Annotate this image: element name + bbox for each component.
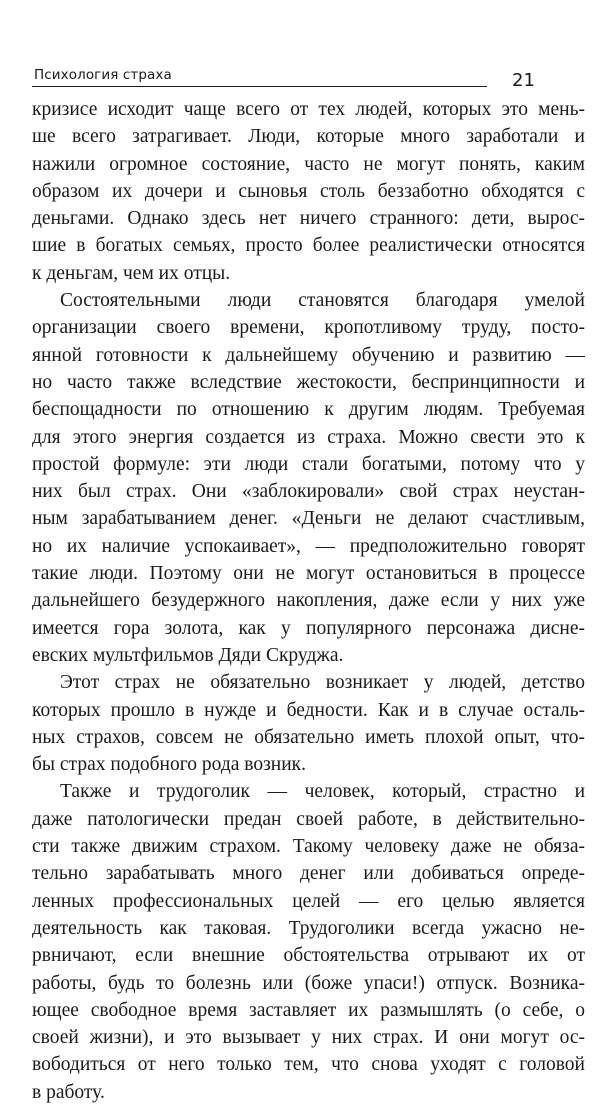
text-line: нажили огромное состояние, часто не могут понять, каким xyxy=(32,153,585,175)
text-line: ленных профессиональных целей — его целью является xyxy=(32,890,585,912)
running-title: Психология страха xyxy=(34,67,172,83)
text-line: имеется гора золота, как у популярного персонажа диснe- xyxy=(32,617,585,639)
text-line: в работу. xyxy=(32,1081,105,1103)
text-line: которых прошло в нужде и бедности. Как и в случае осталь- xyxy=(32,699,585,721)
text-line: евских мультфильмов Дяди Скруджа. xyxy=(32,644,344,666)
text-line: даже патологически предан своей работе, в действительно- xyxy=(32,808,585,830)
text-line: шие в богатых семьях, просто более реалистически относятся xyxy=(32,235,585,257)
text-line: работы, будь то болезнь или (боже упаси!) отпуск. Возника- xyxy=(32,972,585,994)
text-line: образом их дочери и сыновья столь беззаботно обходятся с xyxy=(32,180,585,202)
text-line: Состоятельными люди становятся благодаря умелой xyxy=(60,290,585,312)
text-line: организации своего времени, кропотливому труду, посто- xyxy=(32,317,585,339)
text-line: беспощадности по отношению к другим людям. Требуемая xyxy=(32,399,585,421)
text-line: рвничают, если внешние обстоятельства отрывают их от xyxy=(32,945,585,967)
paragraph xyxy=(32,96,585,287)
paragraph xyxy=(32,669,585,778)
text-line: них был страх. Они «заблокировали» свой страх неустан- xyxy=(32,481,585,503)
text-line: дальнейшего безудержного накопления, даже если у них уже xyxy=(32,590,585,612)
text-line: для этого энергия создается из страха. Можно свести это к xyxy=(32,426,585,448)
text-line: но часто также вследствие жестокости, беспринципности и xyxy=(32,371,585,393)
page-number: 21 xyxy=(512,70,535,91)
text-line: тельно зарабатывать много денег или добиваться опреде- xyxy=(32,863,585,885)
text-line: такие люди. Поэтому они не могут остановиться в процессе xyxy=(32,563,585,585)
running-header xyxy=(32,66,487,87)
text-line: ным зарабатыванием денег. «Деньги не делают счастливым, xyxy=(32,508,585,530)
text-line: к деньгам, чем их отцы. xyxy=(32,262,231,284)
text-line: но их наличие успокаивает», — предположительно говорят xyxy=(32,535,585,557)
text-line: янной готовности к дальнейшему обучению и развитию — xyxy=(32,344,585,366)
text-line: кризисе исходит чаще всего от тех людей, которых это мень- xyxy=(32,99,585,120)
text-line: сти также движим страхом. Такому человеку даже не обяза- xyxy=(32,836,585,858)
text-line: Этот страх не обязательно возникает у людей, детство xyxy=(60,672,585,694)
text-line: ше всего затрагивает. Люди, которые много заработали и xyxy=(32,126,585,148)
text-line: ющее свободное время заставляет их размышлять (о себе, о xyxy=(32,999,585,1021)
text-line: вободиться от него только тем, что снова уходят с головой xyxy=(32,1054,585,1076)
text-line: деятельность как таковая. Трудоголики всегда ужасно не- xyxy=(32,917,585,939)
paragraph xyxy=(32,778,585,1106)
text-line: простой формуле: эти люди стали богатыми, потому что у xyxy=(32,453,585,475)
text-line: ных страхов, совсем не обязательно иметь плохой опыт, что- xyxy=(32,726,585,748)
text-line: своей жизни), и это вызывает у них страх. И они могут ос- xyxy=(32,1027,585,1049)
text-line: бы страх подобного рода возник. xyxy=(32,754,307,776)
text-line: деньгами. Однако здесь нет ничего странного: дети, вырос- xyxy=(32,208,585,230)
text-line: Также и трудоголик — человек, который, страстно и xyxy=(60,781,585,803)
body-text xyxy=(32,96,585,1106)
paragraph xyxy=(32,287,585,669)
